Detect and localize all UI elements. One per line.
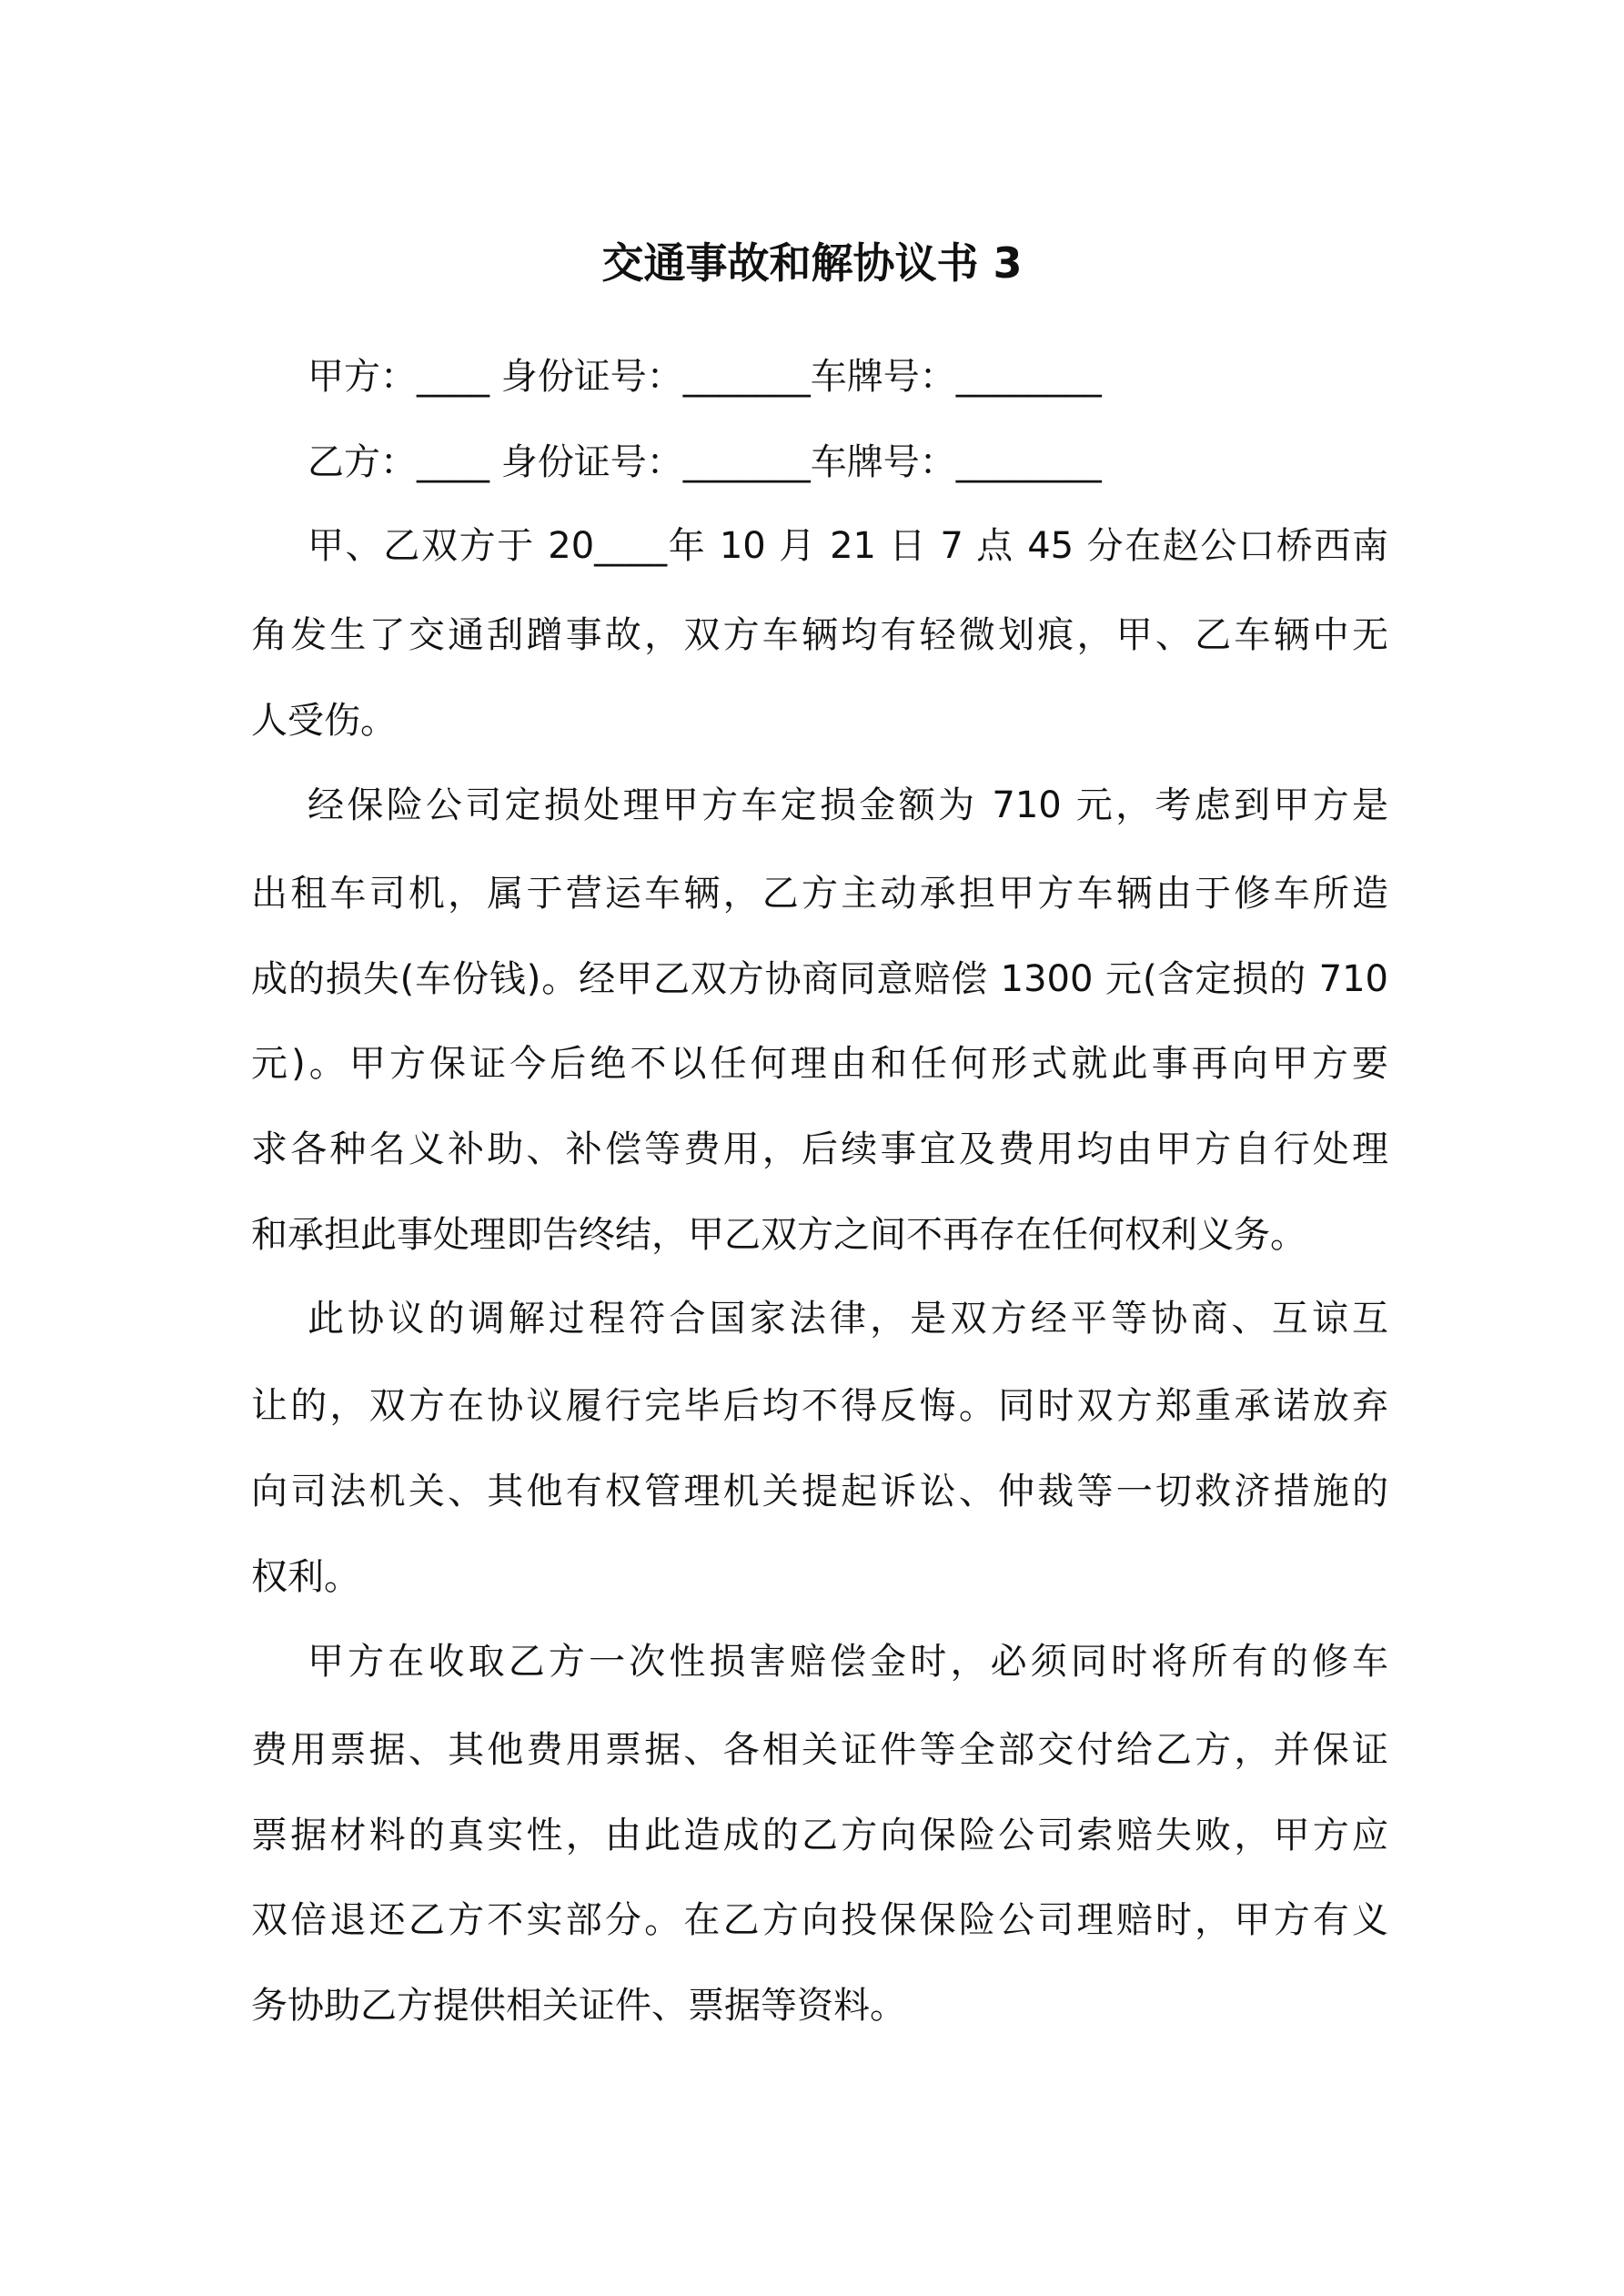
paragraph-2-line: 求各种名义补助、补偿等费用，后续事宜及费用均由甲方自行处理	[251, 1128, 1388, 1170]
paragraph-2-line: 经保险公司定损处理甲方车定损金额为 710 元，考虑到甲方是	[308, 784, 1388, 826]
paragraph-3-line: 让的，双方在协议履行完毕后均不得反悔。同时双方郑重承诺放弃	[251, 1385, 1388, 1427]
paragraph-2-line: 和承担此事处理即告终结，甲乙双方之间不再存在任何权利义务。	[251, 1214, 1306, 1256]
paragraph-4-line: 双倍退还乙方不实部分。在乙方向投保保险公司理赔时，甲方有义	[251, 1899, 1388, 1941]
paragraph-3-line: 向司法机关、其他有权管理机关提起诉讼、仲裁等一切救济措施的	[251, 1471, 1388, 1512]
document-title: 交通事故和解协议书 3	[601, 238, 1023, 288]
paragraph-4-line: 务协助乙方提供相关证件、票据等资料。	[251, 1985, 906, 2027]
paragraph-3-line: 此协议的调解过程符合国家法律，是双方经平等协商、互谅互	[308, 1298, 1388, 1340]
paragraph-2-line: 成的损失(车份钱)。经甲乙双方协商同意赔偿 1300 元(含定损的 710	[251, 958, 1388, 1000]
paragraph-1-line: 角发生了交通刮蹭事故，双方车辆均有轻微划痕，甲、乙车辆中无	[251, 614, 1388, 656]
paragraph-4-line: 费用票据、其他费用票据、各相关证件等全部交付给乙方，并保证	[251, 1729, 1388, 1771]
party-a-line: 甲方：____ 身份证号：_______车牌号：________	[308, 356, 1102, 398]
paragraph-2-line: 出租车司机，属于营运车辆，乙方主动承担甲方车辆由于修车所造	[251, 873, 1388, 915]
paragraph-2-line: 元)。甲方保证今后绝不以任何理由和任何形式就此事再向甲方要	[251, 1043, 1388, 1085]
paragraph-3-line: 权利。	[251, 1556, 360, 1598]
party-b-line: 乙方：____ 身份证号：_______车牌号：________	[308, 441, 1102, 483]
paragraph-4-line: 甲方在收取乙方一次性损害赔偿金时，必须同时将所有的修车	[308, 1641, 1388, 1683]
paragraph-4-line: 票据材料的真实性，由此造成的乙方向保险公司索赔失败，甲方应	[251, 1815, 1388, 1856]
paragraph-1-line: 人受伤。	[251, 700, 397, 742]
paragraph-1-line: 甲、乙双方于 20____年 10 月 21 日 7 点 45 分在赵公口桥西南	[308, 525, 1388, 567]
